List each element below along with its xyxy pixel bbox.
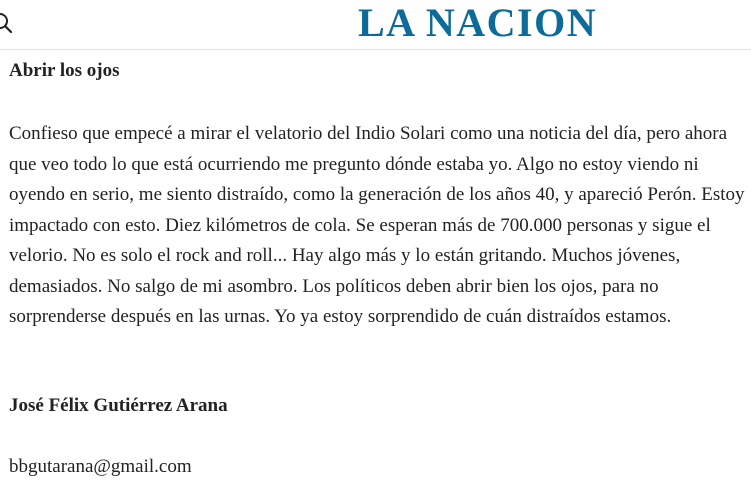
letter-author: José Félix Gutiérrez Arana — [9, 395, 228, 416]
letter-content — [9, 58, 745, 477]
site-header — [0, 0, 751, 50]
letter-title: Abrir los ojos — [9, 60, 120, 81]
letter-email: bbgutarana@gmail.com — [9, 456, 192, 477]
letter-body: Confieso que empecé a mirar el velatorio del Indio Solari como una noticia del día, pero ahora que veo todo lo que está ocurriendo me pregunto dónde estaba yo. Algo no estoy viendo ni oyendo en serio, me siento distraído, como la generación de los años 40, y apareció Perón. Estoy impactado con esto. Diez kilómetros de cola. Se esperan más de 700.000 personas y sigue el velorio. No es solo el rock and roll... Hay algo más y lo están gritando. Muchos jóvenes, demasiados. No salgo de mi asombro. Los políticos deben abrir bien los ojos, para no sorprenderse después en las urnas. Yo ya estoy sorprendido de cuán distraídos estamos. — [9, 123, 745, 327]
search-icon[interactable] — [0, 12, 14, 34]
site-logo[interactable]: LA NACION — [358, 0, 598, 45]
